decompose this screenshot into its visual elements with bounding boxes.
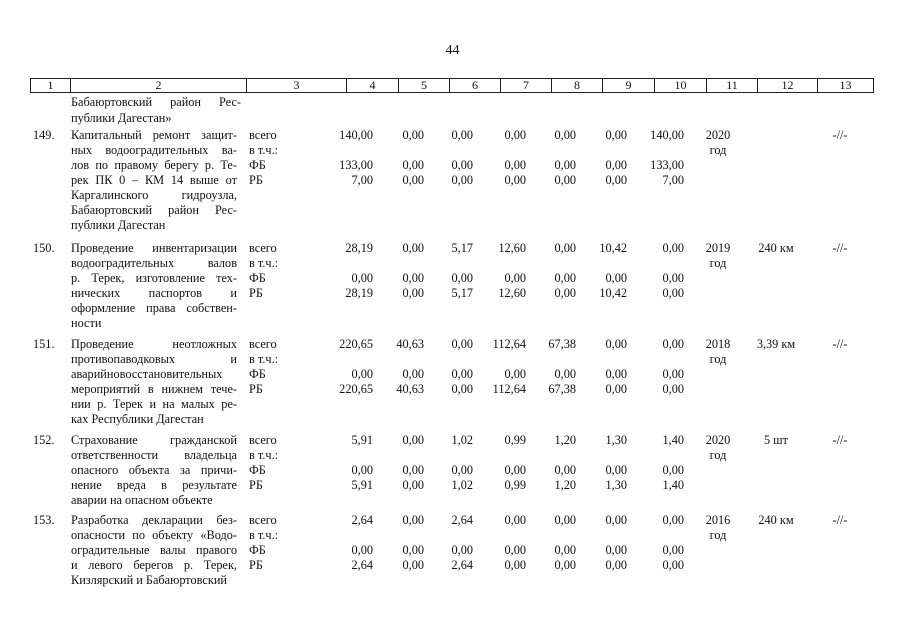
header-col-4: 4	[347, 79, 399, 93]
amount-fb: 0,00	[451, 367, 473, 381]
description-line: и левого берегов р. Терек,	[71, 558, 237, 572]
funding-source	[249, 433, 309, 493]
amount-fb: 133,00	[650, 158, 684, 172]
funding-source	[249, 337, 309, 397]
row-description	[71, 241, 237, 331]
amount-fb: 133,00	[339, 158, 373, 172]
amount-column	[630, 513, 684, 573]
amount-spacer	[320, 256, 373, 271]
description-line: Проведение инвентаризации	[71, 241, 237, 255]
amount-column	[477, 337, 526, 397]
amount-total: 0,00	[554, 128, 576, 142]
amount-rb: 0,00	[451, 173, 473, 187]
amount-spacer	[425, 256, 473, 271]
amount-spacer	[630, 352, 684, 367]
table-header	[30, 78, 874, 93]
amount-fb: 0,00	[504, 271, 526, 285]
amount-spacer	[376, 143, 424, 158]
funding-source-label: в т.ч.:	[249, 352, 279, 366]
description-line: опасности по объекту «Водо-	[71, 528, 237, 542]
amount-fb: 0,00	[451, 543, 473, 557]
header-col-11: 11	[707, 79, 758, 93]
completion-year	[696, 337, 740, 367]
amount-fb: 0,00	[554, 367, 576, 381]
amount-total: 67,38	[548, 337, 576, 351]
amount-total: 10,42	[599, 241, 627, 255]
amount-rb: 12,60	[498, 286, 526, 300]
description-line: ных водооградительных ва-	[71, 143, 237, 157]
amount-column	[527, 513, 576, 573]
row-number: 151.	[33, 337, 55, 351]
description-line: нии р. Терек и на малых ре-	[71, 397, 237, 411]
amount-fb: 0,00	[504, 367, 526, 381]
amount-fb: 0,00	[605, 158, 627, 172]
amount-total: 2,64	[451, 513, 473, 527]
amount-spacer	[320, 143, 373, 158]
responsible-note: -//-	[832, 337, 848, 351]
amount-fb: 0,00	[402, 367, 424, 381]
responsible-note: -//-	[832, 241, 848, 255]
amount-fb: 0,00	[662, 271, 684, 285]
header-col-10: 10	[655, 79, 707, 93]
amount-rb: 0,00	[554, 173, 576, 187]
row-description	[71, 128, 237, 233]
amount-total: 0,00	[504, 513, 526, 527]
amount-total: 140,00	[650, 128, 684, 142]
amount-total: 0,00	[554, 513, 576, 527]
amount-rb: 7,00	[351, 173, 373, 187]
amount-spacer	[477, 352, 526, 367]
amount-column	[425, 337, 473, 397]
description-line: мероприятий в нижнем тече-	[71, 382, 237, 396]
year-line: 2016	[705, 513, 731, 527]
description-line: рек ПК 0 – КМ 14 выше от	[71, 173, 237, 187]
row-number: 150.	[33, 241, 55, 255]
description-line: водооградительных валов	[71, 256, 237, 270]
amount-column	[477, 241, 526, 301]
amount-rb: 5,91	[351, 478, 373, 492]
amount-spacer	[320, 352, 373, 367]
amount-total: 1,02	[451, 433, 473, 447]
amount-rb: 5,17	[451, 286, 473, 300]
amount-spacer	[320, 528, 373, 543]
amount-spacer	[630, 256, 684, 271]
amount-spacer	[630, 448, 684, 463]
amount-spacer	[527, 352, 576, 367]
amount-spacer	[527, 448, 576, 463]
amount-rb: 0,00	[402, 286, 424, 300]
amount-total: 0,00	[554, 241, 576, 255]
description-line: противопаводковых и	[71, 352, 237, 366]
amount-rb: 2,64	[451, 558, 473, 572]
amount-fb: 0,00	[605, 543, 627, 557]
completion-year	[696, 128, 740, 158]
amount-total: 112,64	[492, 337, 526, 351]
amount-spacer	[578, 256, 627, 271]
amount-total: 220,65	[339, 337, 373, 351]
amount-fb: 0,00	[402, 271, 424, 285]
amount-rb: 1,20	[554, 478, 576, 492]
amount-rb: 0,00	[554, 558, 576, 572]
amount-total: 40,63	[396, 337, 424, 351]
amount-rb: 2,64	[351, 558, 373, 572]
funding-source-label: ФБ	[249, 463, 266, 477]
amount-column	[376, 433, 424, 493]
funding-source-label: всего	[249, 513, 277, 527]
amount-column	[376, 128, 424, 188]
funding-source-label: РБ	[249, 478, 263, 492]
amount-spacer	[527, 528, 576, 543]
funding-source-label: в т.ч.:	[249, 256, 279, 270]
amount-spacer	[425, 448, 473, 463]
amount-rb: 0,00	[504, 173, 526, 187]
funding-source-label: в т.ч.:	[249, 143, 279, 157]
amount-rb: 0,99	[504, 478, 526, 492]
amount-spacer	[477, 528, 526, 543]
amount-column	[425, 433, 473, 493]
amount-fb: 0,00	[605, 367, 627, 381]
amount-spacer	[425, 143, 473, 158]
responsible-note: -//-	[832, 433, 848, 447]
amount-column	[320, 241, 373, 301]
amount-total: 0,00	[402, 128, 424, 142]
funding-source	[249, 128, 309, 188]
header-col-12: 12	[758, 79, 818, 93]
amount-rb: 1,02	[451, 478, 473, 492]
amount-spacer	[578, 448, 627, 463]
header-row	[31, 79, 874, 93]
amount-total: 0,00	[662, 513, 684, 527]
amount-column	[320, 128, 373, 188]
description-line: оградительные валы правого	[71, 543, 237, 557]
amount-fb: 0,00	[605, 463, 627, 477]
amount-fb: 0,00	[662, 367, 684, 381]
amount-column	[578, 433, 627, 493]
amount-rb: 67,38	[548, 382, 576, 396]
amount-fb: 0,00	[662, 463, 684, 477]
amount-rb: 0,00	[504, 558, 526, 572]
amount-spacer	[477, 256, 526, 271]
amount-rb: 28,19	[345, 286, 373, 300]
amount-column	[578, 241, 627, 301]
amount-total: 28,19	[345, 241, 373, 255]
funding-source-label: РБ	[249, 286, 263, 300]
description-line: лов по правому берегу р. Те-	[71, 158, 237, 172]
amount-total: 0,00	[605, 128, 627, 142]
amount-rb: 0,00	[402, 558, 424, 572]
header-col-2: 2	[71, 79, 247, 93]
amount-rb: 0,00	[662, 558, 684, 572]
completion-year	[696, 433, 740, 463]
amount-column	[477, 433, 526, 493]
amount-spacer	[376, 256, 424, 271]
amount-spacer	[578, 528, 627, 543]
header-col-5: 5	[399, 79, 450, 93]
description-line: ках Республики Дагестан	[71, 412, 204, 426]
amount-rb: 10,42	[599, 286, 627, 300]
amount-total: 0,00	[662, 337, 684, 351]
amount-spacer	[376, 448, 424, 463]
amount-rb: 112,64	[492, 382, 526, 396]
amount-total: 0,00	[402, 513, 424, 527]
amount-column	[630, 433, 684, 493]
amount-fb: 0,00	[451, 158, 473, 172]
amount-rb: 0,00	[605, 173, 627, 187]
amount-fb: 0,00	[554, 543, 576, 557]
description-line: Проведение неотложных	[71, 337, 237, 351]
amount-column	[630, 128, 684, 188]
funding-source-label: ФБ	[249, 367, 266, 381]
header-col-6: 6	[450, 79, 501, 93]
amount-total: 1,30	[605, 433, 627, 447]
amount-rb: 0,00	[662, 382, 684, 396]
description-line: Бабаюртовский район Рес-	[71, 203, 237, 217]
description-line: опасного объекта за причи-	[71, 463, 237, 477]
amount-total: 140,00	[339, 128, 373, 142]
capacity-value: 5 шт	[763, 433, 789, 447]
amount-spacer	[425, 528, 473, 543]
amount-fb: 0,00	[402, 463, 424, 477]
amount-column	[578, 128, 627, 188]
amount-fb: 0,00	[451, 463, 473, 477]
amount-total: 0,00	[605, 513, 627, 527]
description-line: Страхование гражданской	[71, 433, 237, 447]
responsible-note: -//-	[832, 128, 848, 142]
year-line: год	[709, 448, 727, 462]
amount-fb: 0,00	[451, 271, 473, 285]
amount-column	[630, 337, 684, 397]
funding-source-label: ФБ	[249, 158, 266, 172]
amount-total: 1,40	[662, 433, 684, 447]
amount-total: 2,64	[351, 513, 373, 527]
year-line: 2020	[705, 128, 731, 142]
amount-total: 0,00	[451, 337, 473, 351]
continuation-line: Бабаюртовский район Рес-	[71, 95, 241, 109]
description-line: аварийновосстановительных	[71, 367, 223, 381]
amount-rb: 0,00	[451, 382, 473, 396]
amount-rb: 40,63	[396, 382, 424, 396]
amount-total: 1,20	[554, 433, 576, 447]
amount-column	[578, 513, 627, 573]
funding-source	[249, 241, 309, 301]
amount-column	[376, 513, 424, 573]
amount-column	[578, 337, 627, 397]
amount-column	[320, 337, 373, 397]
year-line: 2018	[705, 337, 731, 351]
amount-column	[527, 433, 576, 493]
amount-fb: 0,00	[554, 158, 576, 172]
amount-total: 0,00	[402, 433, 424, 447]
header-col-1: 1	[31, 79, 71, 93]
amount-column	[425, 128, 473, 188]
amount-total: 5,17	[451, 241, 473, 255]
amount-total: 0,00	[662, 241, 684, 255]
amount-fb: 0,00	[504, 543, 526, 557]
funding-source-label: РБ	[249, 558, 263, 572]
amount-column	[477, 513, 526, 573]
funding-source	[249, 513, 309, 573]
year-line: 2020	[705, 433, 731, 447]
year-line: год	[709, 256, 727, 270]
amount-total: 0,00	[451, 128, 473, 142]
amount-fb: 0,00	[504, 158, 526, 172]
year-line: год	[709, 528, 727, 542]
description-line: Капитальный ремонт защит-	[71, 128, 237, 142]
amount-fb: 0,00	[351, 543, 373, 557]
row-number: 149.	[33, 128, 55, 142]
capacity-value: 240 км	[758, 513, 794, 527]
amount-rb: 0,00	[605, 382, 627, 396]
amount-spacer	[630, 528, 684, 543]
funding-source-label: РБ	[249, 173, 263, 187]
amount-spacer	[477, 448, 526, 463]
description-line: нение вреда в результате	[71, 478, 237, 492]
amount-fb: 0,00	[554, 271, 576, 285]
amount-rb: 7,00	[662, 173, 684, 187]
amount-column	[527, 337, 576, 397]
amount-column	[425, 513, 473, 573]
continuation-text	[71, 95, 241, 126]
description-line: р. Терек, изготовление тех-	[71, 271, 237, 285]
amount-column	[320, 513, 373, 573]
amount-rb: 0,00	[554, 286, 576, 300]
description-line: ответственности владельца	[71, 448, 237, 462]
capacity-value: 240 км	[758, 241, 794, 255]
funding-source-label: всего	[249, 433, 277, 447]
amount-spacer	[425, 352, 473, 367]
funding-source-label: ФБ	[249, 543, 266, 557]
amount-rb: 220,65	[339, 382, 373, 396]
amount-column	[376, 337, 424, 397]
funding-source-label: всего	[249, 128, 277, 142]
header-col-8: 8	[552, 79, 603, 93]
row-description	[71, 337, 237, 427]
header-col-7: 7	[501, 79, 552, 93]
amount-column	[320, 433, 373, 493]
amount-rb: 1,30	[605, 478, 627, 492]
continuation-line: публики Дагестан»	[71, 110, 172, 125]
funding-source-label: ФБ	[249, 271, 266, 285]
amount-fb: 0,00	[504, 463, 526, 477]
year-line: год	[709, 143, 727, 157]
amount-total: 0,00	[504, 128, 526, 142]
row-number: 152.	[33, 433, 55, 447]
amount-fb: 0,00	[351, 463, 373, 477]
amount-spacer	[376, 528, 424, 543]
responsible-note: -//-	[832, 513, 848, 527]
description-line: Каргалинского гидроузла,	[71, 188, 237, 202]
amount-fb: 0,00	[351, 271, 373, 285]
capacity-value: 3,39 км	[756, 337, 796, 351]
amount-column	[527, 128, 576, 188]
amount-spacer	[320, 448, 373, 463]
amount-column	[527, 241, 576, 301]
amount-rb: 0,00	[662, 286, 684, 300]
amount-spacer	[376, 352, 424, 367]
header-col-13: 13	[818, 79, 874, 93]
page-number: 44	[445, 43, 460, 58]
row-description	[71, 433, 237, 508]
description-line: ности	[71, 316, 102, 330]
amount-total: 12,60	[498, 241, 526, 255]
amount-total: 5,91	[351, 433, 373, 447]
description-line: Разработка декларации без-	[71, 513, 237, 527]
funding-source-label: всего	[249, 241, 277, 255]
header-col-9: 9	[603, 79, 655, 93]
amount-column	[477, 128, 526, 188]
description-line: аварии на опасном объекте	[71, 493, 213, 507]
amount-spacer	[578, 352, 627, 367]
funding-source-label: в т.ч.:	[249, 528, 279, 542]
amount-fb: 0,00	[662, 543, 684, 557]
funding-source-label: всего	[249, 337, 277, 351]
header-col-3: 3	[247, 79, 347, 93]
amount-rb: 1,40	[662, 478, 684, 492]
completion-year	[696, 241, 740, 271]
amount-column	[425, 241, 473, 301]
completion-year	[696, 513, 740, 543]
amount-column	[376, 241, 424, 301]
amount-total: 0,00	[402, 241, 424, 255]
description-line: Кизлярский и Бабаюртовский	[71, 573, 227, 587]
year-line: год	[709, 352, 727, 366]
amount-spacer	[477, 143, 526, 158]
amount-total: 0,99	[504, 433, 526, 447]
funding-source-label: в т.ч.:	[249, 448, 279, 462]
amount-total: 0,00	[605, 337, 627, 351]
amount-rb: 0,00	[605, 558, 627, 572]
amount-spacer	[527, 143, 576, 158]
amount-fb: 0,00	[402, 543, 424, 557]
amount-spacer	[578, 143, 627, 158]
amount-spacer	[630, 143, 684, 158]
amount-rb: 0,00	[402, 478, 424, 492]
amount-rb: 0,00	[402, 173, 424, 187]
amount-spacer	[527, 256, 576, 271]
amount-column	[630, 241, 684, 301]
row-description	[71, 513, 237, 588]
amount-fb: 0,00	[402, 158, 424, 172]
description-line: оформление права собствен-	[71, 301, 237, 315]
amount-fb: 0,00	[554, 463, 576, 477]
description-line: публики Дагестан	[71, 218, 166, 232]
funding-source-label: РБ	[249, 382, 263, 396]
amount-fb: 0,00	[351, 367, 373, 381]
year-line: 2019	[705, 241, 731, 255]
row-number: 153.	[33, 513, 55, 527]
amount-fb: 0,00	[605, 271, 627, 285]
description-line: нических паспортов и	[71, 286, 237, 300]
